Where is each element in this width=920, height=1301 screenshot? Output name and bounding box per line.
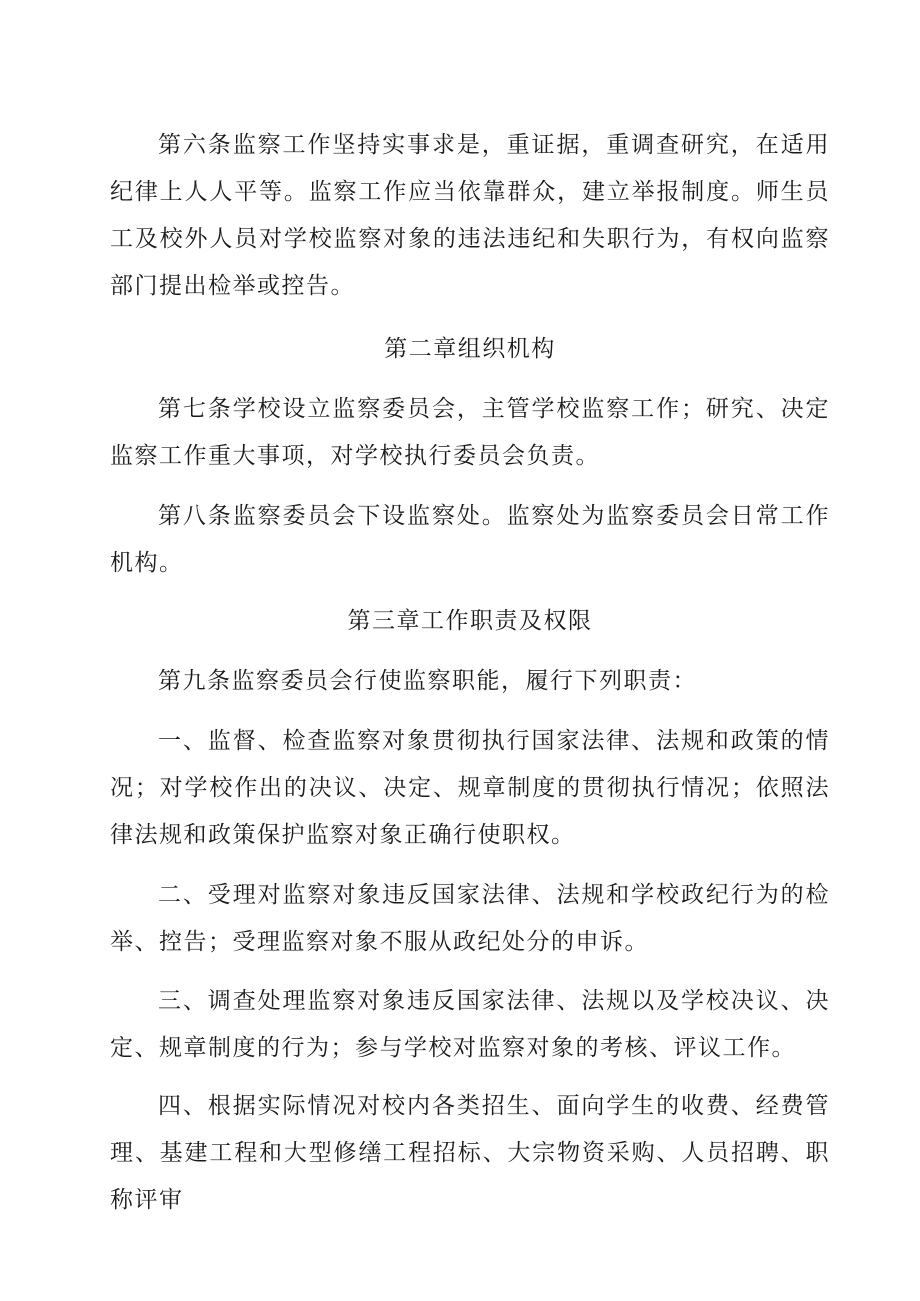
article-6-paragraph: 第六条监察工作坚持实事求是，重证据，重调查研究，在适用纪律上人人平等。监察工作应当依靠群众，建立举报制度。师生员工及校外人员对学校监察对象的违法违纪和失职行为，有权向监察部门提出检举或控告。: [110, 132, 830, 299]
duty-item-1: 一、监督、检查监察对象贯彻执行国家法律、法规和政策的情况；对学校作出的决议、决定、规章制度的贯彻执行情况；依照法律法规和政策保护监察对象正确行使职权。: [110, 728, 830, 848]
article-8-paragraph: 第八条监察委员会下设监察处。监察处为监察委员会日常工作机构。: [110, 503, 830, 576]
duty-item-2: 二、受理对监察对象违反国家法律、法规和学校政纪行为的检举、控告；受理监察对象不服从政纪处分的申诉。: [110, 882, 830, 955]
article-7-paragraph: 第七条学校设立监察委员会，主管学校监察工作；研究、决定监察工作重大事项，对学校执行委员会负责。: [110, 396, 830, 469]
chapter-3-heading: 第三章工作职责及权限: [347, 608, 593, 634]
article-9-paragraph: 第九条监察委员会行使监察职能，履行下列职责：: [158, 668, 697, 694]
chapter-2-heading: 第二章组织机构: [384, 336, 556, 362]
duty-item-4: 四、根据实际情况对校内各类招生、面向学生的收费、经费管理、基建工程和大型修缮工程招标、大宗物资采购、人员招聘、职称评审: [110, 1093, 830, 1213]
duty-item-3: 三、调查处理监察对象违反国家法律、法规以及学校决议、决定、规章制度的行为；参与学校对监察对象的考核、评议工作。: [110, 988, 830, 1061]
